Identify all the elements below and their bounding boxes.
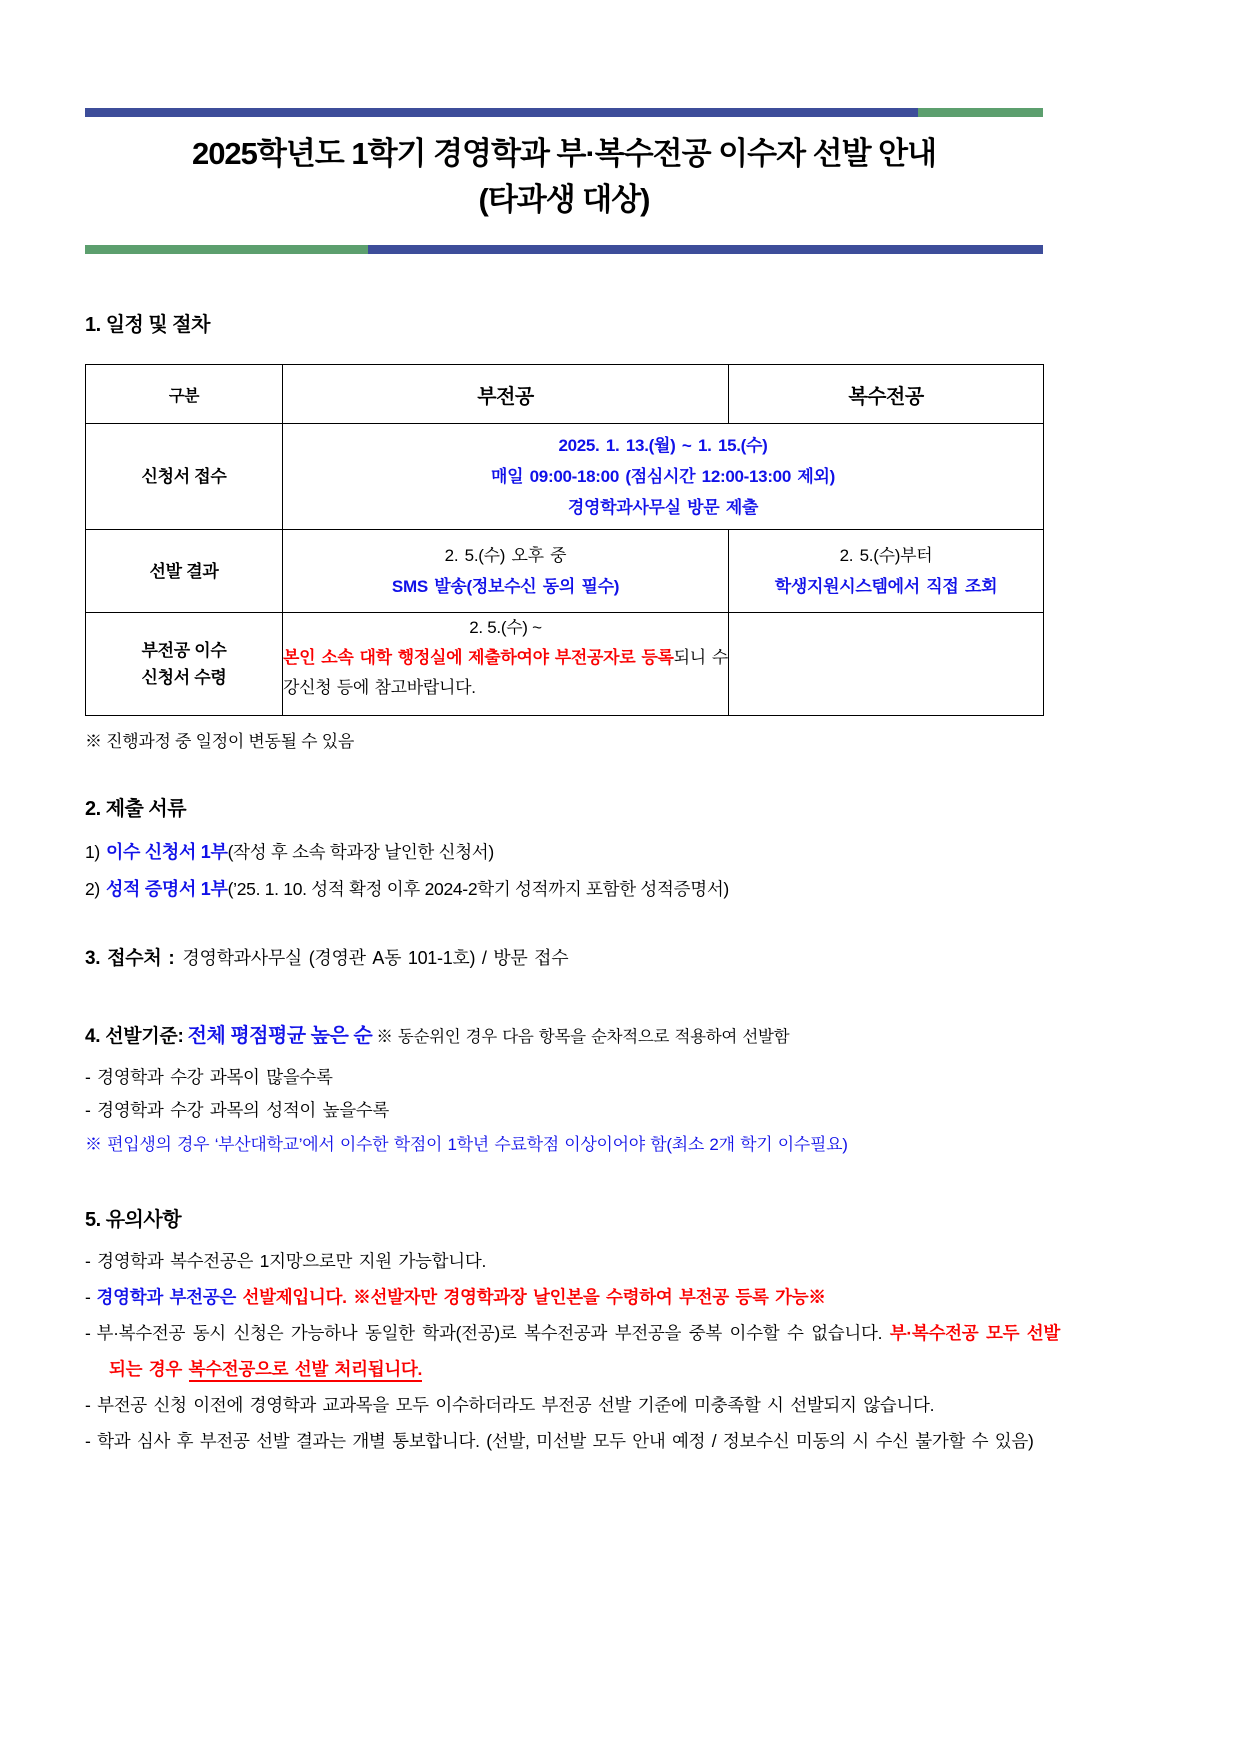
title-bar-top-green-segment: [918, 108, 1043, 117]
application-place: 경영학과사무실 방문 제출: [567, 498, 759, 517]
document-item-2-title: 성적 증명서 1부: [105, 879, 228, 899]
criteria-transfer-note: ※ 편입생의 경우 ‘부산대학교’에서 이수한 학점이 1학년 수료학점 이상이어야 함(최소 2개 학기 이수필요): [85, 1135, 848, 1154]
caution-1: - 경영학과 복수전공은 1지망으로만 지원 가능합니다.: [85, 1251, 487, 1271]
section2-heading: 2. 제출 서류: [85, 798, 187, 820]
col-header-double-major: 복수전공: [729, 365, 1044, 424]
document-title-line1: 2025학년도 1학기 경영학과 부·복수전공 이수자 선발 안내: [191, 136, 937, 171]
caution-2-red1: 선발제입니다.: [242, 1287, 347, 1307]
result-double-method: 학생지원시스템에서 직접 조회: [774, 577, 998, 596]
caution-2-blue: 경영학과 부전공은: [96, 1287, 236, 1307]
receive-minor-notice: [283, 643, 728, 703]
cautions-list: [85, 1243, 1060, 1459]
caution-5: - 학과 심사 후 부전공 선발 결과는 개별 통보합니다. (선발, 미선발 모두 안내 예정 / 정보수신 미동의 시 수신 불가할 수 있음): [85, 1431, 1034, 1451]
document-item-1-desc: (작성 후 소속 학과장 날인한 신청서): [227, 842, 494, 862]
caution-2-dash: -: [85, 1287, 91, 1307]
result-double-date: 2. 5.(수)부터: [839, 546, 933, 565]
schedule-row-receive: [86, 613, 1044, 716]
criteria-highlight: 전체 평점평균 높은 순: [187, 1025, 373, 1047]
schedule-header-row: [86, 365, 1044, 424]
caution-3-red: 부·복수전공 모두 선발되는 경우: [109, 1323, 1060, 1379]
section4-heading: 4. 선발기준:: [85, 1026, 184, 1047]
caution-3-dash: -: [85, 1323, 91, 1343]
col-header-minor: 부전공: [283, 365, 729, 424]
document-list: [85, 834, 1060, 908]
title-bar-top: [85, 108, 1043, 117]
caution-2: [85, 1279, 1060, 1315]
document-title-line2: (타과생 대상): [478, 182, 650, 217]
title-bar-bottom: [85, 245, 1043, 254]
row-label-receive: [86, 613, 283, 716]
document-item-2-desc: (’25. 1. 10. 성적 확정 이후 2024-2학기 성적까지 포함한 성적증명서): [227, 879, 729, 899]
application-dates: 2025. 1. 13.(월) ~ 1. 15.(수): [558, 436, 768, 455]
col-header-category: 구분: [86, 365, 283, 424]
section3-line: [85, 944, 1060, 973]
title-bar-bottom-green-segment: [85, 245, 368, 254]
result-minor-cell: [283, 530, 729, 613]
caution-3: [85, 1315, 1060, 1387]
caution-3-black: 부·복수전공 동시 신청은 가능하나 동일한 학과(전공)로 복수전공과 부전공을 중복 이수할 수 없습니다.: [96, 1323, 883, 1343]
result-minor-method: SMS 발송(정보수신 동의 필수): [391, 577, 620, 596]
criteria-tie-note: ※ 동순위인 경우 다음 항목을 순차적으로 적용하여 선발함: [376, 1028, 790, 1046]
receive-minor-notice-black: 되니 수강신청 등에 참고바랍니다.: [283, 648, 728, 697]
schedule-row-application: [86, 424, 1044, 530]
result-minor-date: 2. 5.(수) 오후 중: [444, 546, 567, 565]
row-label-receive-line1: 부전공 이수: [141, 641, 227, 660]
section3-heading: 3. 접수처 :: [85, 948, 175, 969]
receive-minor-cell: [283, 613, 729, 716]
application-period-cell: [283, 424, 1044, 530]
document-item-2-number: 2): [85, 879, 100, 899]
row-label-result: 선발 결과: [86, 530, 283, 613]
title-bar-top-blue-segment: [85, 108, 918, 117]
document-item-1: [85, 834, 1060, 871]
title-bar-bottom-blue-segment: [368, 245, 1043, 254]
criteria-bullets: [85, 1061, 1060, 1127]
schedule-note: ※ 진행과정 중 일정이 변동될 수 있음: [85, 732, 354, 751]
document-title: [85, 131, 1043, 223]
application-hours: 매일 09:00-18:00 (점심시간 12:00-13:00 제외): [490, 467, 836, 486]
section4-line: [85, 1021, 1060, 1053]
caution-3-red-underlined: 복수전공으로 선발 처리됩니다.: [189, 1359, 423, 1382]
schedule-table: [85, 364, 1044, 716]
caution-2-red2: ※선발자만 경영학과장 날인본을 수령하여 부전공 등록 가능※: [353, 1287, 826, 1307]
document-item-2: [85, 871, 1060, 908]
criteria-bullet-1: - 경영학과 수강 과목이 많을수록: [85, 1067, 333, 1087]
document-content: [85, 0, 1060, 1459]
receive-double-empty-cell: [729, 613, 1044, 716]
caution-4: - 부전공 신청 이전에 경영학과 교과목을 모두 이수하더라도 부전공 선발 기준에 미충족할 시 선발되지 않습니다.: [85, 1395, 935, 1415]
criteria-bullet-2: - 경영학과 수강 과목의 성적이 높을수록: [85, 1100, 390, 1120]
result-double-cell: [729, 530, 1044, 613]
row-label-receive-line2: 신청서 수령: [141, 668, 227, 687]
document-item-1-title: 이수 신청서 1부: [105, 842, 228, 862]
receive-minor-notice-red: 본인 소속 대학 행정실에 제출하여야 부전공자로 등록: [283, 648, 674, 667]
section1-heading: 1. 일정 및 절차: [85, 314, 210, 336]
reception-detail: 경영학과사무실 (경영관 A동 101-1호) / 방문 접수: [182, 948, 569, 968]
schedule-row-result: [86, 530, 1044, 613]
receive-minor-date: 2. 5.(수) ~: [469, 618, 542, 637]
row-label-application: 신청서 접수: [86, 424, 283, 530]
section5-heading: 5. 유의사항: [85, 1209, 182, 1231]
document-item-1-number: 1): [85, 842, 100, 862]
